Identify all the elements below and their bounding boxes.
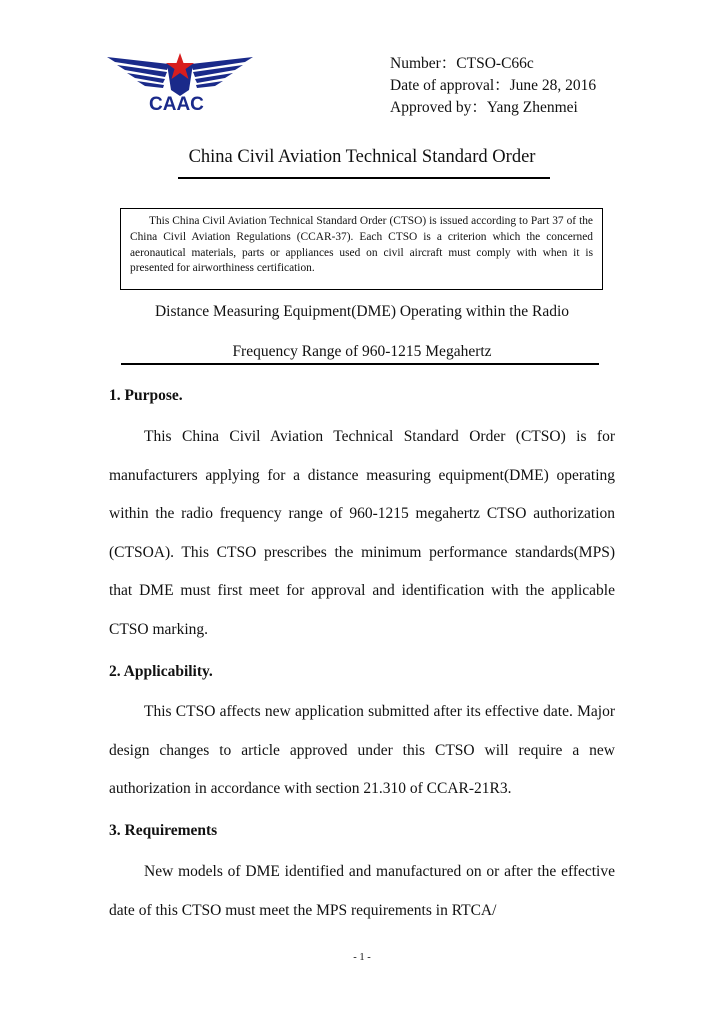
section-text-requirements (109, 853, 615, 930)
page-number: - 1 - (353, 952, 371, 963)
title-underline (178, 177, 550, 179)
notice-box (120, 208, 603, 290)
caac-wings-emblem (107, 50, 253, 98)
subtitle-underline (121, 363, 599, 365)
logo-text: CAAC (149, 94, 204, 115)
document-title: China Civil Aviation Technical Standard Order (188, 147, 536, 167)
section-heading-requirements: 3. Requirements (109, 822, 218, 839)
section-heading-applicability: 2. Applicability. (109, 663, 213, 680)
document-meta (390, 53, 596, 119)
approval-date: Date of approval：June 28, 2016 (390, 77, 597, 94)
section-text-applicability (109, 693, 615, 809)
section-heading-purpose: 1. Purpose. (109, 387, 183, 404)
notice-text: This China Civil Aviation Technical Standard Order (CTSO) is issued according to Part 37 of the China Civil Aviation Regulations (CCAR-37). Each CTSO is a criterion which the concerned aeronautical materials, parts or appliances used on civil aircraft must comply with when it is presented for airworthiness certification. (130, 215, 593, 275)
paragraph: New models of DME identified and manufactured on or after the effective date of this CTSO must meet the MPS requirements in RTCA/ (109, 863, 615, 919)
caac-logo (107, 50, 253, 120)
section-text-purpose (109, 418, 615, 650)
paragraph: This CTSO affects new application submitted after its effective date. Major design changes to article approved under this CTSO will require a new authorization in accordance with section 21.310 of CCAR-21R3. (109, 703, 615, 798)
subtitle-line-1: Distance Measuring Equipment(DME) Operating within the Radio (154, 303, 570, 320)
paragraph: This China Civil Aviation Technical Standard Order (CTSO) is for manufacturers applying for a distance measuring equipment(DME) operating within the radio frequency range of 960-1215 megahertz CTSO authorization (CTSOA). This CTSO prescribes the minimum performance standards(MPS) that DME must first meet for approval and identification with the applicable CTSO marking. (109, 428, 615, 638)
document-number: Number：CTSO-C66c (390, 55, 534, 72)
approved-by: Approved by：Yang Zhenmei (390, 99, 578, 116)
subtitle-line-2: Frequency Range of 960-1215 Megahertz (232, 343, 492, 360)
